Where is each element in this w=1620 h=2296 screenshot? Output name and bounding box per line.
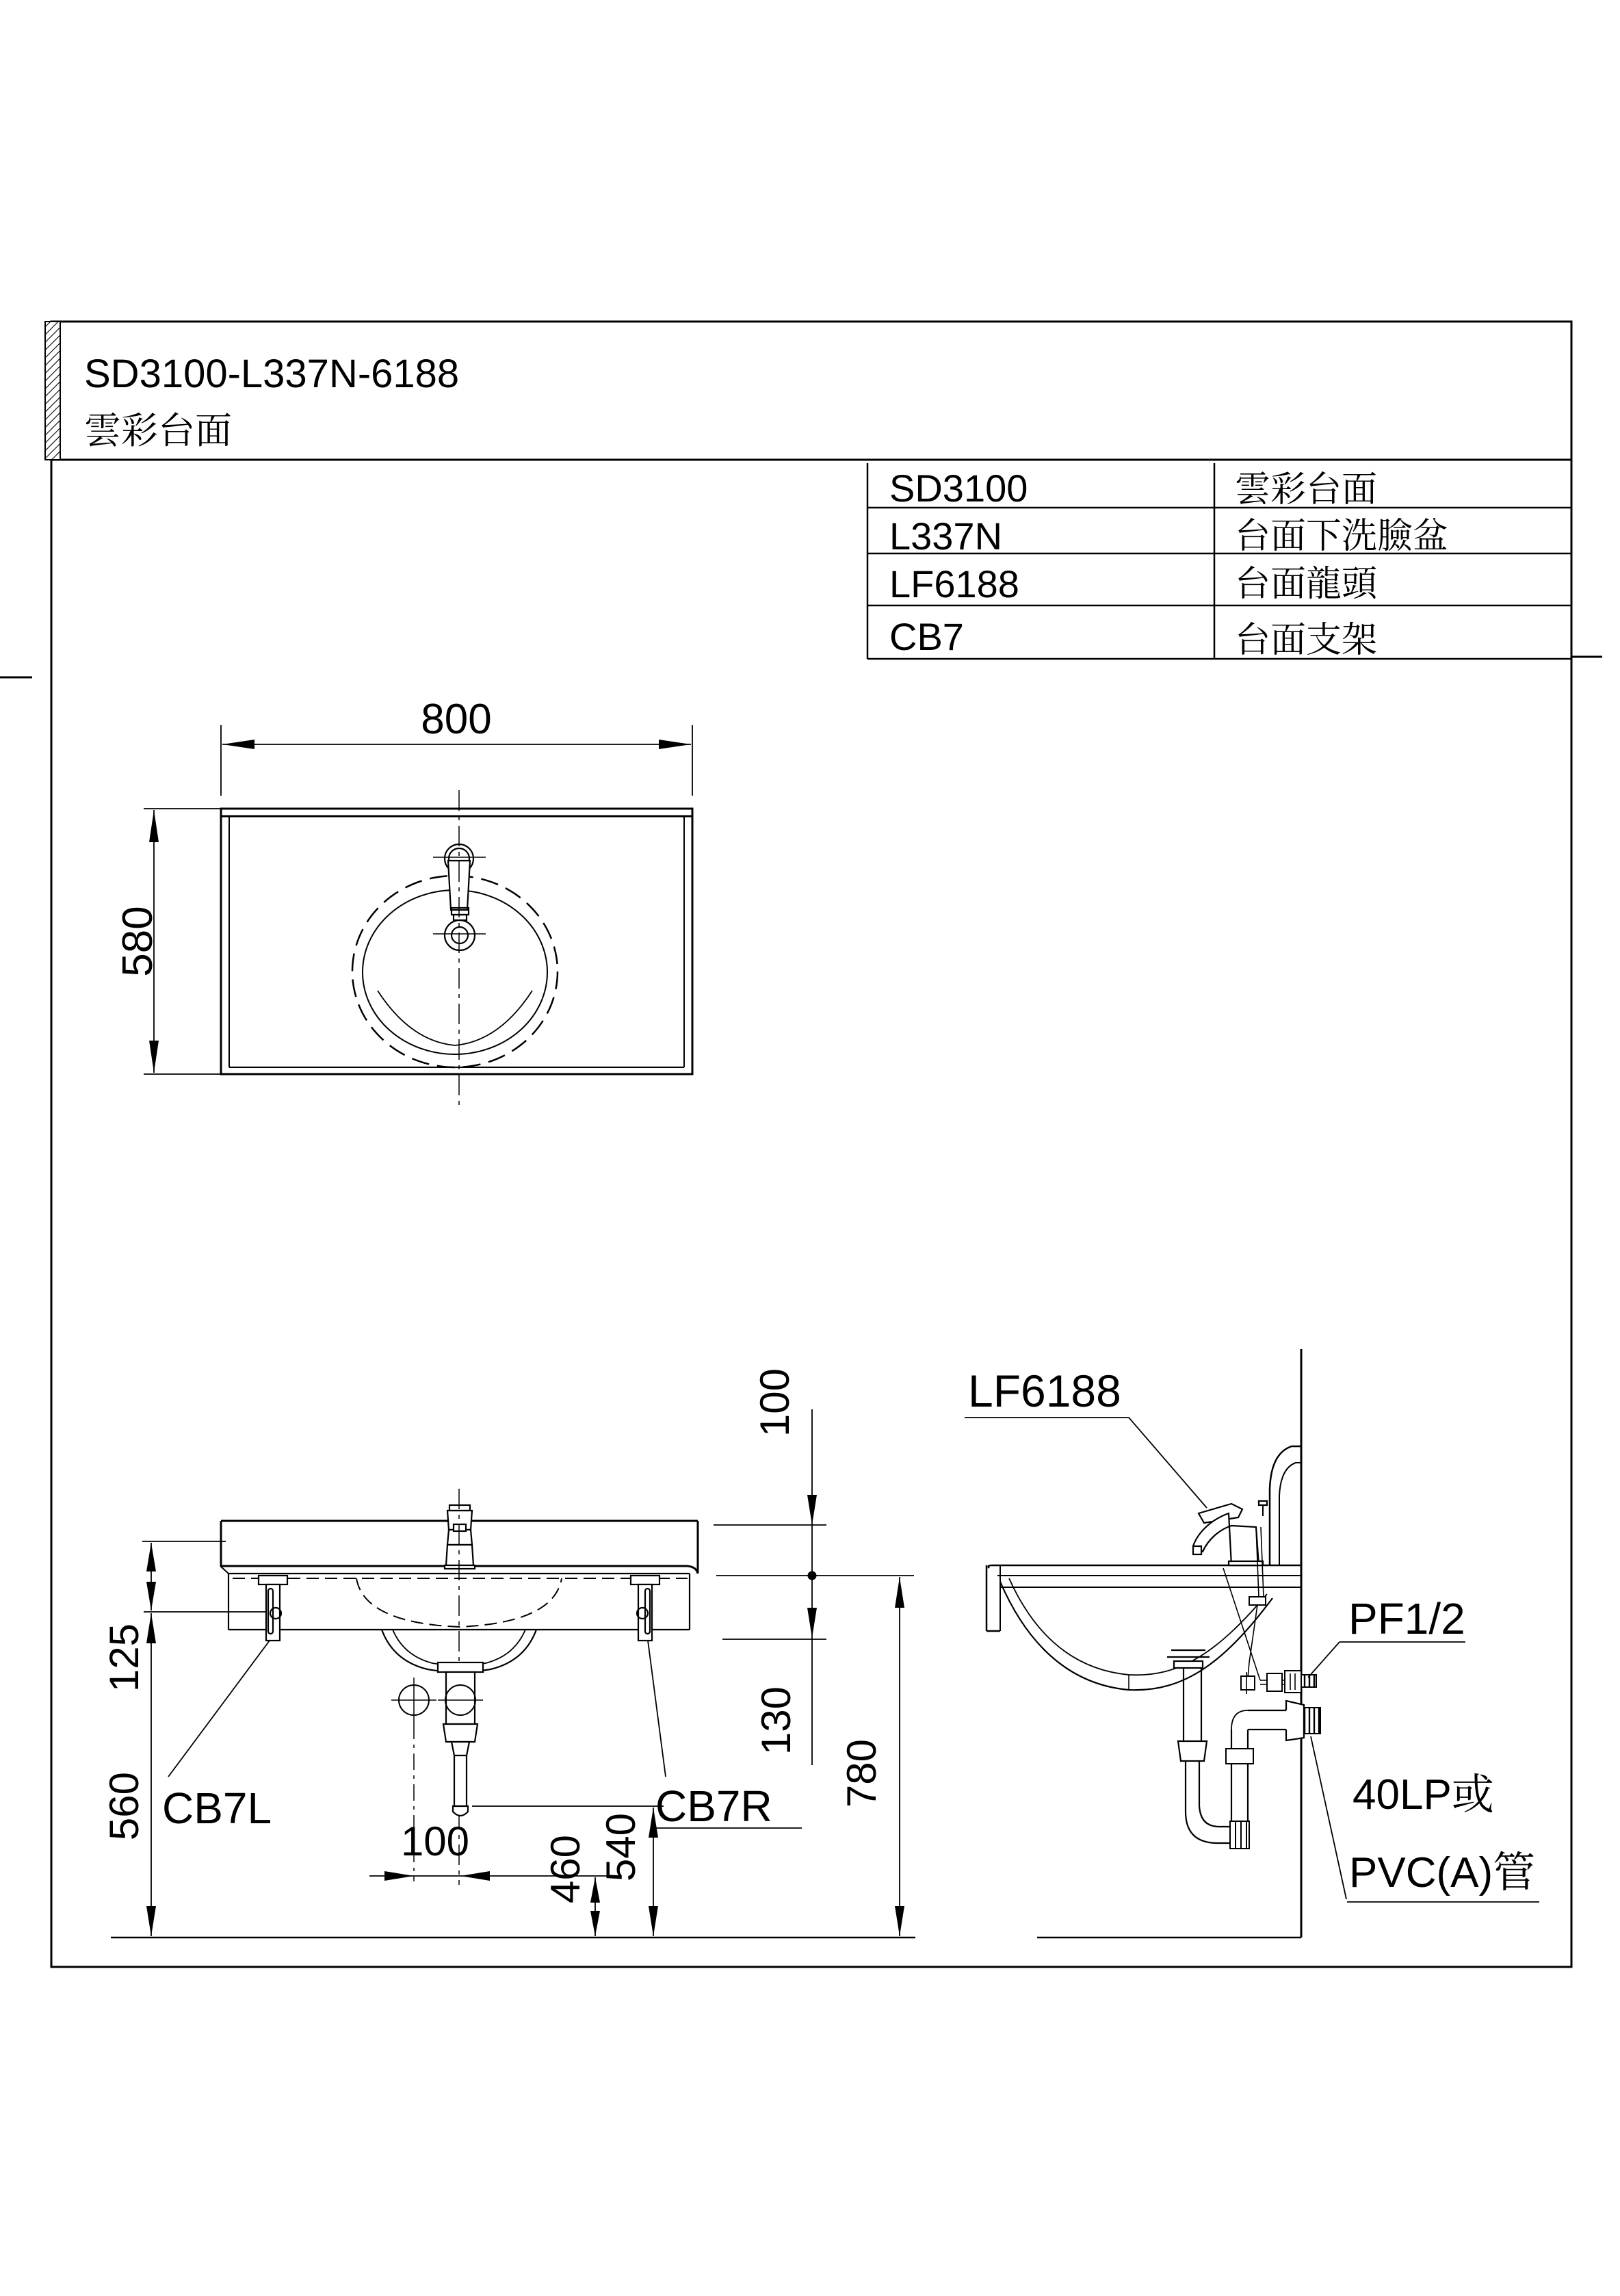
pf12-leader	[1308, 1642, 1340, 1678]
part-code: CB7	[889, 615, 964, 658]
arrow-up-icon	[149, 810, 159, 842]
part-code: LF6188	[889, 562, 1019, 605]
dim-460	[590, 1877, 600, 1936]
dim-130-text: 130	[753, 1686, 799, 1756]
dim-780-text: 780	[839, 1738, 885, 1808]
part-desc: 雲彩台面	[1235, 470, 1378, 510]
parts-table	[867, 463, 1571, 660]
arrow-down-icon	[149, 1041, 159, 1073]
dim-125	[142, 1541, 267, 1612]
dim-125-text: 125	[101, 1623, 147, 1693]
part-desc: 台面龍頭	[1235, 564, 1378, 604]
arrow-right-icon	[659, 740, 691, 749]
dim-100-bottom-text: 100	[400, 1818, 470, 1864]
dim-780	[895, 1577, 904, 1936]
table-row	[889, 615, 1377, 660]
cb7l-leader	[168, 1641, 270, 1777]
front-view	[101, 1368, 1301, 1938]
dim-800-text: 800	[421, 696, 492, 743]
dim-540-text: 540	[598, 1812, 644, 1882]
wall-flange	[1286, 1701, 1304, 1740]
title-model-code: SD3100-L337N-6188	[84, 352, 460, 396]
bracket-left	[259, 1576, 287, 1641]
label-lf6188: LF6188	[968, 1366, 1121, 1416]
dim-580	[114, 809, 221, 1074]
cb7r-leader	[648, 1641, 666, 1777]
dim-460-text: 460	[543, 1834, 588, 1904]
arrow-left-icon	[222, 740, 254, 749]
dim-100-130-chain	[714, 1409, 914, 1765]
label-cb7l: CB7L	[162, 1784, 272, 1833]
label-drain-type-line1: 40LP或	[1353, 1771, 1494, 1818]
table-row	[889, 467, 1377, 510]
dim-800	[221, 696, 692, 796]
top-view	[114, 696, 692, 1108]
bracket-right	[631, 1576, 659, 1641]
dim-560-text: 560	[101, 1771, 147, 1841]
faucet-front	[445, 1505, 475, 1569]
dim-100-top-text: 100	[752, 1368, 798, 1437]
drain-label-leader	[1311, 1736, 1346, 1899]
backsplash-inner	[1279, 1463, 1301, 1565]
part-desc: 台面支架	[1235, 621, 1378, 660]
title-block	[45, 322, 459, 460]
ribbed-coupling	[1230, 1821, 1249, 1849]
part-desc: 台面下洗臉盆	[1235, 517, 1449, 556]
label-pf12: PF1/2	[1348, 1594, 1465, 1643]
title-hatch-bar	[45, 322, 60, 460]
drain-stub	[1304, 1708, 1320, 1734]
dim-580-text: 580	[114, 906, 161, 977]
label-drain-type-line2: PVC(A)管	[1349, 1849, 1536, 1896]
table-row	[889, 514, 1448, 558]
basin-bowl-arc	[378, 991, 532, 1045]
backsplash-outer	[1270, 1446, 1301, 1565]
dim-560	[146, 1613, 156, 1936]
table-row	[889, 562, 1378, 605]
counter-bevel-left	[220, 1566, 228, 1574]
lf6188-leader	[1129, 1418, 1207, 1508]
side-view	[965, 1349, 1539, 1938]
side-view-labels	[965, 1366, 1539, 1902]
part-code: SD3100	[889, 467, 1028, 510]
part-code: L337N	[889, 514, 1003, 558]
title-product-name: 雲彩台面	[84, 410, 232, 452]
label-cb7r: CB7R	[655, 1782, 772, 1831]
